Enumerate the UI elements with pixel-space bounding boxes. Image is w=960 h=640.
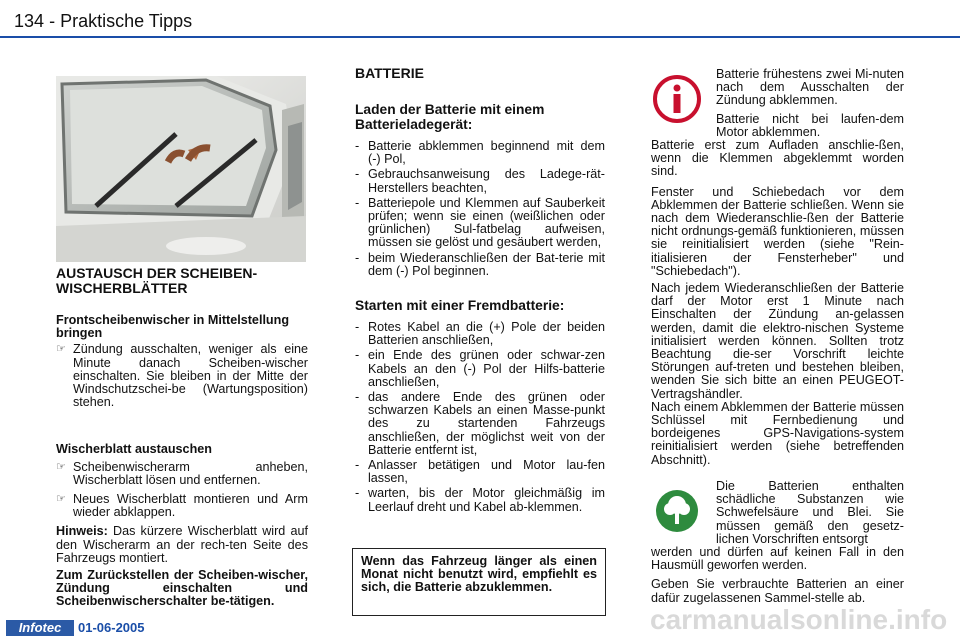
wiper-bullet-1: ☞ Zündung ausschalten, weniger als eine Minute danach Scheiben-wischer einschalten. Sie bleiben in der Mitte der Windschutzschei-be (Wartungsposition) stehen.: [56, 342, 308, 410]
jump-start-heading: Starten mit einer Fremdbatterie:: [355, 298, 565, 314]
jump-start-step: - das andere Ende des grünen oder schwarzen Kabels an einen Masse-punkt des zu startenden Fahrzeugs anschließen, der möglichst weit von der Batterie entfernt ist,: [355, 391, 605, 457]
environment-rest: werden und dürfen auf keinen Fall in den Hausmüll geworfen werden.: [651, 545, 904, 573]
charge-step: - beim Wiederanschließen der Bat-terie mit dem (-) Pol beginnen.: [355, 252, 605, 278]
info-text-2: Batterie nicht bei laufen-dem Motor abklemmen.: [716, 111, 904, 139]
watermark: carmanualsonline.info: [650, 604, 948, 635]
charge-step: - Batteriepole und Klemmen auf Sauberkeit prüfen; wenn sie einen (weißlichen oder grünlichen) Sul-fatbelag aufweisen, müssen sie gelöst und gesäubert werden,: [355, 197, 605, 250]
wiper-heading: AUSTAUSCH DER SCHEIBEN-WISCHERBLÄTTER: [56, 265, 258, 296]
info-icon: [652, 74, 702, 124]
jump-start-step: - ein Ende des grünen oder schwar-zen Kabels an den (-) Pol der Hilfs-batterie anschließen,: [355, 349, 605, 389]
hand-pointer-icon: ☞: [56, 343, 66, 356]
wiper-section: [56, 266, 308, 609]
charge-step: - Batterie abklemmen beginnend mit dem (-) Pol,: [355, 140, 605, 166]
info-icon-frame: [652, 74, 702, 124]
storage-warning-text: Wenn das Fahrzeug länger als einen Monat nicht benutzt wird, empfiehlt es sich, die Batterie abzuklemmen.: [361, 554, 597, 595]
environment-icon-frame: [652, 486, 702, 536]
brand-logo-text: Infotec: [18, 620, 62, 635]
wiper-illustration: [56, 76, 306, 262]
battery-note-1: Batterie erst zum Aufladen anschlie-ßen, wenn die Klemmen abgeklemmt worden sind.: [651, 138, 904, 179]
header-rule: [0, 36, 960, 38]
right-body-upper: [651, 139, 904, 467]
environment-tree-icon: [652, 486, 702, 536]
charge-heading: Laden der Batterie mit einem Batterieladegerät:: [355, 102, 545, 132]
jump-start-step: - Anlasser betätigen und Motor lau-fen lassen,: [355, 459, 605, 485]
wiper-bullet-3: ☞ Neues Wischerblatt montieren und Arm wieder abklappen.: [56, 492, 308, 520]
footer-brand: [6, 620, 74, 636]
charge-step: - Gebrauchsanweisung des Ladege-rät-Herstellers beachten,: [355, 168, 605, 194]
hand-pointer-icon: ☞: [56, 493, 66, 506]
environment-intro: Die Batterien enthalten schädliche Substanzen wie Schwefelsäure und Blei. Sie müssen gemäß den gesetz-lichen Vorschriften entsorgt: [716, 479, 904, 546]
battery-note-2: Fenster und Schiebedach vor dem Abklemmen der Batterie schließen. Wenn sie nach dem Wiederanschlie-ßen der Batterie nicht ordnungs-gemäß funktionieren, müssen sie reinitialisiert werden (siehe "Rein-itialisieren der Fensterheber" und "Schiebedach").: [651, 184, 904, 278]
battery-note-4: Nach einem Abklemmen der Batterie müssen Schlüssel mit Fernbedienung und bordeigenes GPS-Navigations-system reinitialisiert werden (siehe betreffenden Abschnitt).: [651, 399, 904, 467]
header-separator: -: [49, 11, 56, 31]
right-body-lower: [651, 546, 904, 605]
jump-start-step: - Rotes Kabel an die (+) Pole der beiden Batterien anschließen,: [355, 321, 605, 347]
charge-steps: [355, 140, 605, 278]
battery-heading: BATTERIE: [355, 65, 424, 81]
windshield-car-image: [56, 76, 306, 262]
page-header: [14, 10, 192, 32]
jump-start-step: - warten, bis der Motor gleichmäßig im Leerlauf dreht und Kabel ab-klemmen.: [355, 487, 605, 513]
storage-warning-box: [352, 548, 606, 616]
section-title: Praktische Tipps: [60, 11, 193, 31]
wiper-subheading-2: Wischerblatt austauschen: [56, 442, 212, 457]
wiper-closing-note: Zum Zurückstellen der Scheiben-wischer, Zündung einschalten und Scheibenwischerschalter be-tätigen.: [56, 568, 308, 609]
battery-disposal-note: Geben Sie verbrauchte Batterien an einer dafür zugelassenen Sammel-stelle ab.: [651, 577, 904, 605]
wiper-bullet-2: ☞ Scheibenwischerarm anheben, Wischerblatt lösen und entfernen.: [56, 459, 308, 487]
footer-date: 01-06-2005: [78, 620, 145, 635]
page-number: 134: [14, 11, 45, 31]
wiper-hint: Hinweis: Das kürzere Wischerblatt wird auf den Wischerarm an der rech-ten Seite des Fahrzeugs montiert.: [56, 524, 308, 565]
jump-start-steps: [355, 321, 605, 514]
info-text-1: Batterie frühestens zwei Mi-nuten nach dem Ausschalten der Zündung abklemmen.: [716, 67, 904, 108]
wiper-subheading-1: Frontscheibenwischer in Mittelstellung bringen: [56, 313, 290, 341]
battery-section: [355, 66, 605, 516]
hand-pointer-icon: ☞: [56, 460, 66, 473]
battery-note-3: Nach jedem Wiederanschließen der Batterie darf der Motor erst 1 Minute nach Einschalten der Zündung an-gelassen werden, damit die elektro-nischen Systeme initialisiert werden können. Sollten trotz Beachtung die-ser Vorschrift leichte Störungen auf-treten und bestehen bleiben, wenden Sie sich bitte an einen PEUGEOT-Vertragshändler.: [651, 281, 904, 401]
info-block: [716, 68, 904, 139]
